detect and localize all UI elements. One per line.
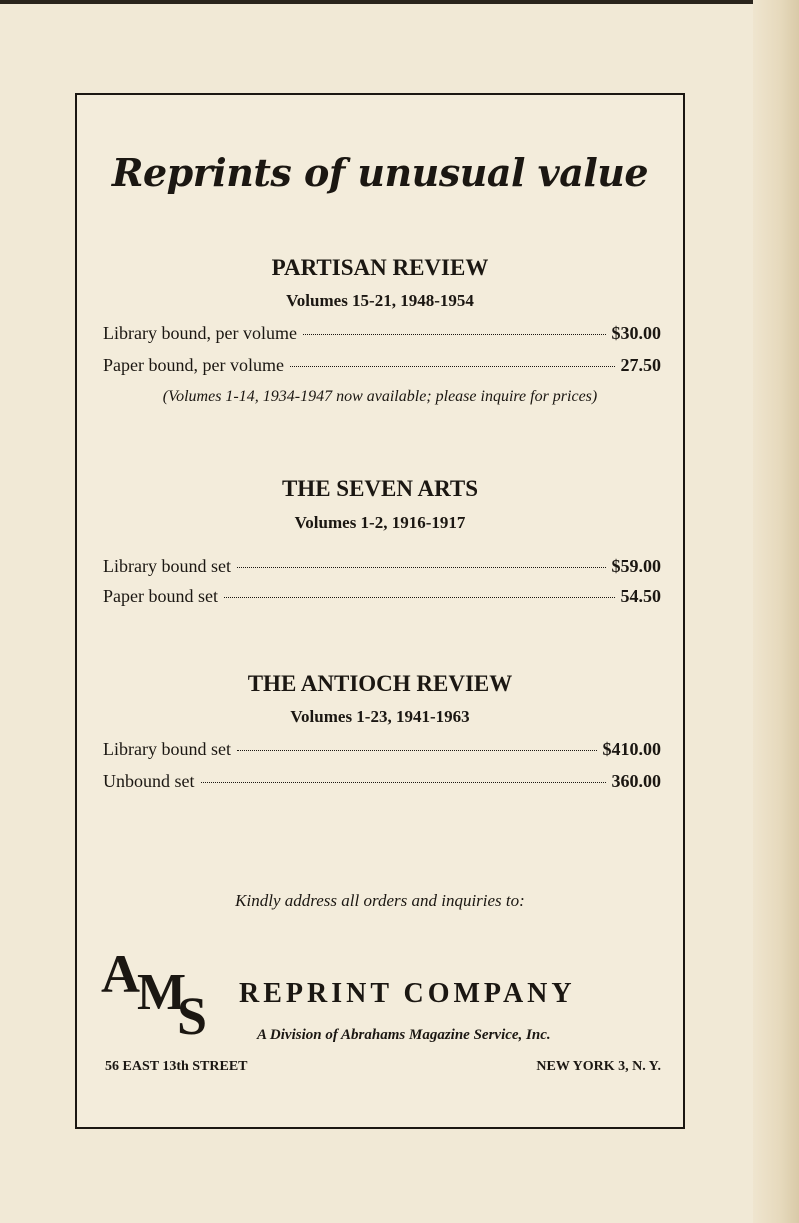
price-label: Paper bound set <box>103 586 218 606</box>
dot-leader <box>237 567 606 568</box>
dot-leader <box>290 366 615 367</box>
price-value: $30.00 <box>611 323 661 343</box>
dot-leader <box>224 597 615 598</box>
price-label: Library bound, per volume <box>103 323 297 343</box>
ad-headline: Reprints of unusual value <box>111 150 649 195</box>
page-spine-shadow <box>753 0 799 1223</box>
dot-leader <box>303 334 606 335</box>
price-value: $410.00 <box>602 739 661 759</box>
price-row <box>103 556 661 577</box>
dot-leader <box>237 750 597 751</box>
logo-letter-a: A <box>101 944 140 1004</box>
price-row <box>103 771 661 792</box>
price-label: Library bound set <box>103 739 231 759</box>
section-volumes-antioch-review: Volumes 1-23, 1941-1963 <box>290 707 470 726</box>
ams-logo <box>101 945 221 1055</box>
address-instruction: Kindly address all orders and inquiries to: <box>235 891 525 910</box>
page-top-edge <box>0 0 799 4</box>
section-title-seven-arts: THE SEVEN ARTS <box>281 476 479 501</box>
price-label: Unbound set <box>103 771 195 791</box>
street-address: 56 EAST 13th STREET <box>105 1059 248 1074</box>
price-row <box>103 323 661 344</box>
section-volumes-seven-arts: Volumes 1-2, 1916-1917 <box>294 513 466 532</box>
logo-letter-s: S <box>177 986 208 1046</box>
company-division: A Division of Abrahams Magazine Service, Inc. <box>257 1027 551 1043</box>
price-row <box>103 355 661 376</box>
advertisement-box <box>75 93 685 1129</box>
availability-note: (Volumes 1-14, 1934-1947 now available; please inquire for prices) <box>162 388 598 405</box>
price-label: Library bound set <box>103 556 231 576</box>
section-title-partisan-review: PARTISAN REVIEW <box>271 255 489 280</box>
price-row <box>103 586 661 607</box>
section-volumes-partisan-review: Volumes 15-21, 1948-1954 <box>286 291 474 310</box>
city-address: NEW YORK 3, N. Y. <box>536 1059 661 1074</box>
logo-letter-m: M <box>137 964 187 1021</box>
price-value: 360.00 <box>611 771 661 791</box>
price-value: 27.50 <box>620 355 661 375</box>
price-row <box>103 739 661 760</box>
price-value: $59.00 <box>611 556 661 576</box>
dot-leader <box>201 782 606 783</box>
company-name: REPRINT COMPANY <box>239 978 576 1009</box>
section-title-antioch-review: THE ANTIOCH REVIEW <box>247 671 513 696</box>
price-label: Paper bound, per volume <box>103 355 284 375</box>
price-value: 54.50 <box>620 586 661 606</box>
